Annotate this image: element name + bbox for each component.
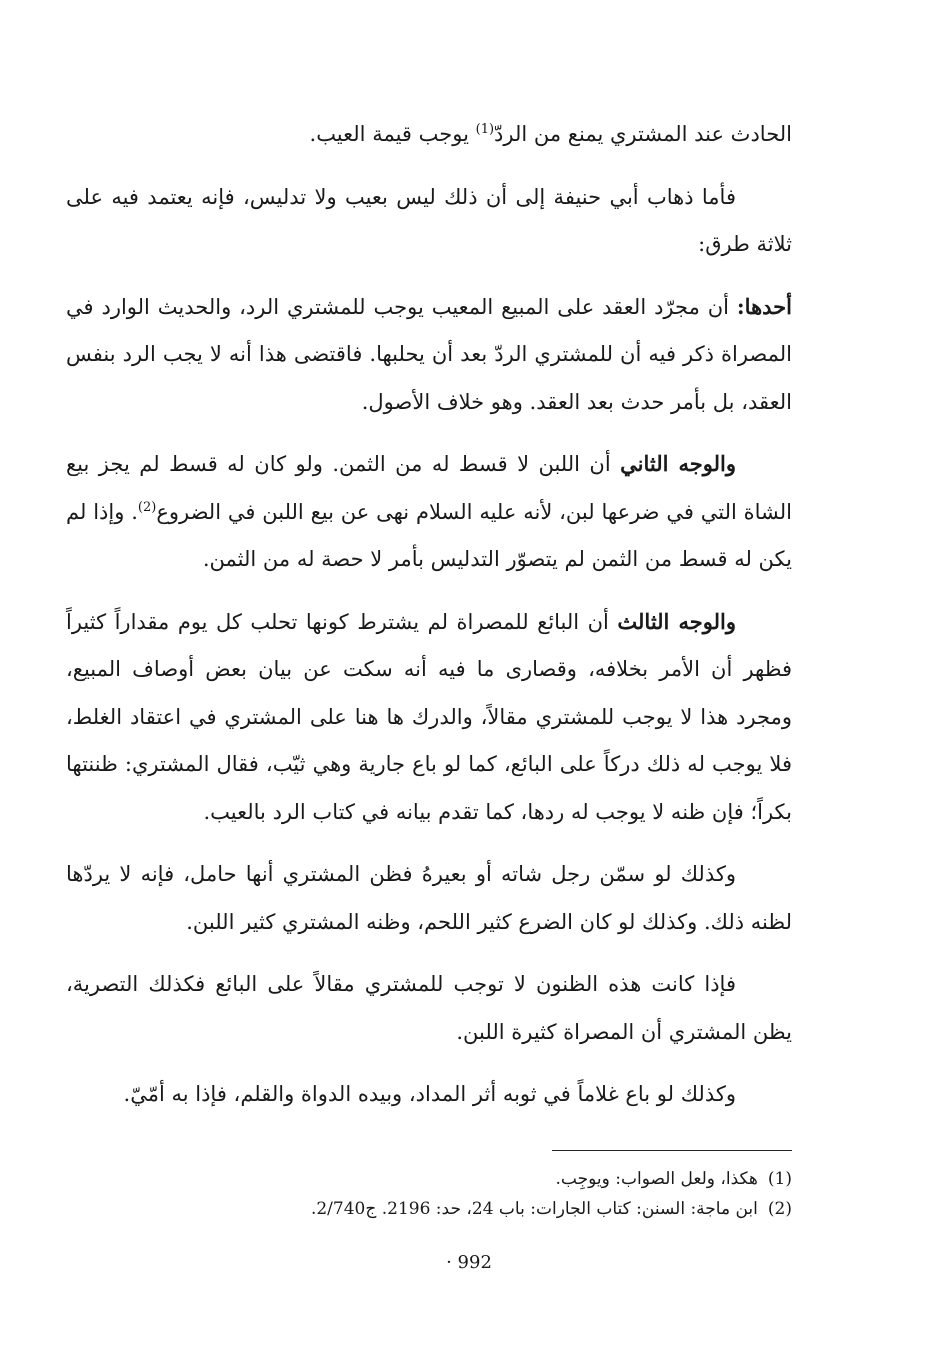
- footnote-1: [66, 1164, 792, 1194]
- paragraph-8: [66, 1070, 792, 1119]
- footnote-text: ابن ماجة: السنن: كتاب الجارات: باب 24، ح‍د: 2196. ج2/740.: [310, 1199, 758, 1219]
- footnote-ref[interactable]: (1): [475, 122, 495, 137]
- paragraph-text: أن اللبن لا قسط له من الثمن. ولو كان له قسط لم يجز بيع الشاة التي في ضرعها لبن، لأنه عليه السلام نهى عن بيع اللبن في الضروع: [66, 452, 792, 524]
- paragraph-lead: أحدها:: [736, 293, 792, 319]
- paragraph-tail: يوجب قيمة العيب.: [309, 122, 476, 146]
- paragraph-4: [66, 440, 792, 584]
- paragraph-1: [66, 110, 792, 159]
- paragraph-text: وكذلك لو باع غلاماً في ثوبه أثر المداد، وبيده الدواة والقلم، فإذا به أمّيّ.: [123, 1082, 736, 1106]
- footnote-ref[interactable]: (2): [137, 499, 157, 515]
- paragraph-2: [66, 173, 792, 269]
- paragraph-5: [66, 598, 792, 837]
- paragraph-6: [66, 850, 792, 946]
- paragraph-text: أن مجرّد العقد على المبيع المعيب يوجب للمشتري الرد، والحديث الوارد في المصراة ذكر فيه أن للمشتري الردّ بعد أن يحلبها. فاقتضى هذا أنه لا يجب الرد بنفس العقد، بل بأمر حدث بعد العقد. وهو خلاف الأصول.: [66, 294, 792, 414]
- page-body: [66, 110, 792, 1133]
- paragraph-7: [66, 960, 792, 1056]
- paragraph-text: فإذا كانت هذه الظنون لا توجب للمشتري مقالاً على البائع فكذلك التصرية، يظن المشتري أن المصراة كثيرة اللبن.: [66, 972, 792, 1044]
- footnotes: [66, 1164, 792, 1224]
- paragraph-lead: والوجه الثاني: [620, 451, 736, 476]
- paragraph-text: وكذلك لو سمّن رجل شاته أو بعيرهُ فظن المشتري أنها حامل، فإنه لا يردّها لظنه ذلك. وكذلك لو كان الضرع كثير اللحم، وظنه المشتري كثير اللبن.: [66, 862, 792, 934]
- footnote-divider: [552, 1150, 792, 1151]
- paragraph-text: فأما ذهاب أبي حنيفة إلى أن ذلك ليس بعيب ولا تدليس، فإنه يعتمد فيه على ثلاثة طرق:: [66, 184, 792, 256]
- footnote-number: (1): [767, 1169, 792, 1189]
- footnote-number: (2): [767, 1199, 792, 1219]
- paragraph-tail: . وإذا لم يكن له قسط من الثمن لم يتصوّر التدليس بأمر لا حصة له من الثمن.: [66, 499, 792, 571]
- paragraph-lead: والوجه الثالث: [617, 608, 737, 634]
- paragraph-text: الحادث عند المشتري يمنع من الردّ: [494, 122, 792, 146]
- footnote-2: [66, 1194, 792, 1224]
- paragraph-text: أن البائع للمصراة لم يشترط كونها تحلب كل يوم مقداراً كثيراً فظهر أن الأمر بخلافه، وقصارى ما فيه أنه سكت عن بيان بعض أوصاف المبيع، ومجرد هذا لا يوجب للمشتري مقالاً، والدرك ها هنا على المشتري في اعتقاد الغلط، فلا يوجب له ذلك دركاً على البائع، كما لو باع جارية وهي ثيّب، فقال المشتري: ظننتها بكراً؛ فإن ظنه لا يوجب له ردها، كما تقدم بيانه في كتاب الرد بالعيب.: [66, 609, 792, 824]
- footnote-text: هكذا، ولعل الصواب: ويوجِب.: [555, 1169, 758, 1189]
- paragraph-3: [66, 283, 792, 427]
- page-number: · 992: [446, 1252, 492, 1273]
